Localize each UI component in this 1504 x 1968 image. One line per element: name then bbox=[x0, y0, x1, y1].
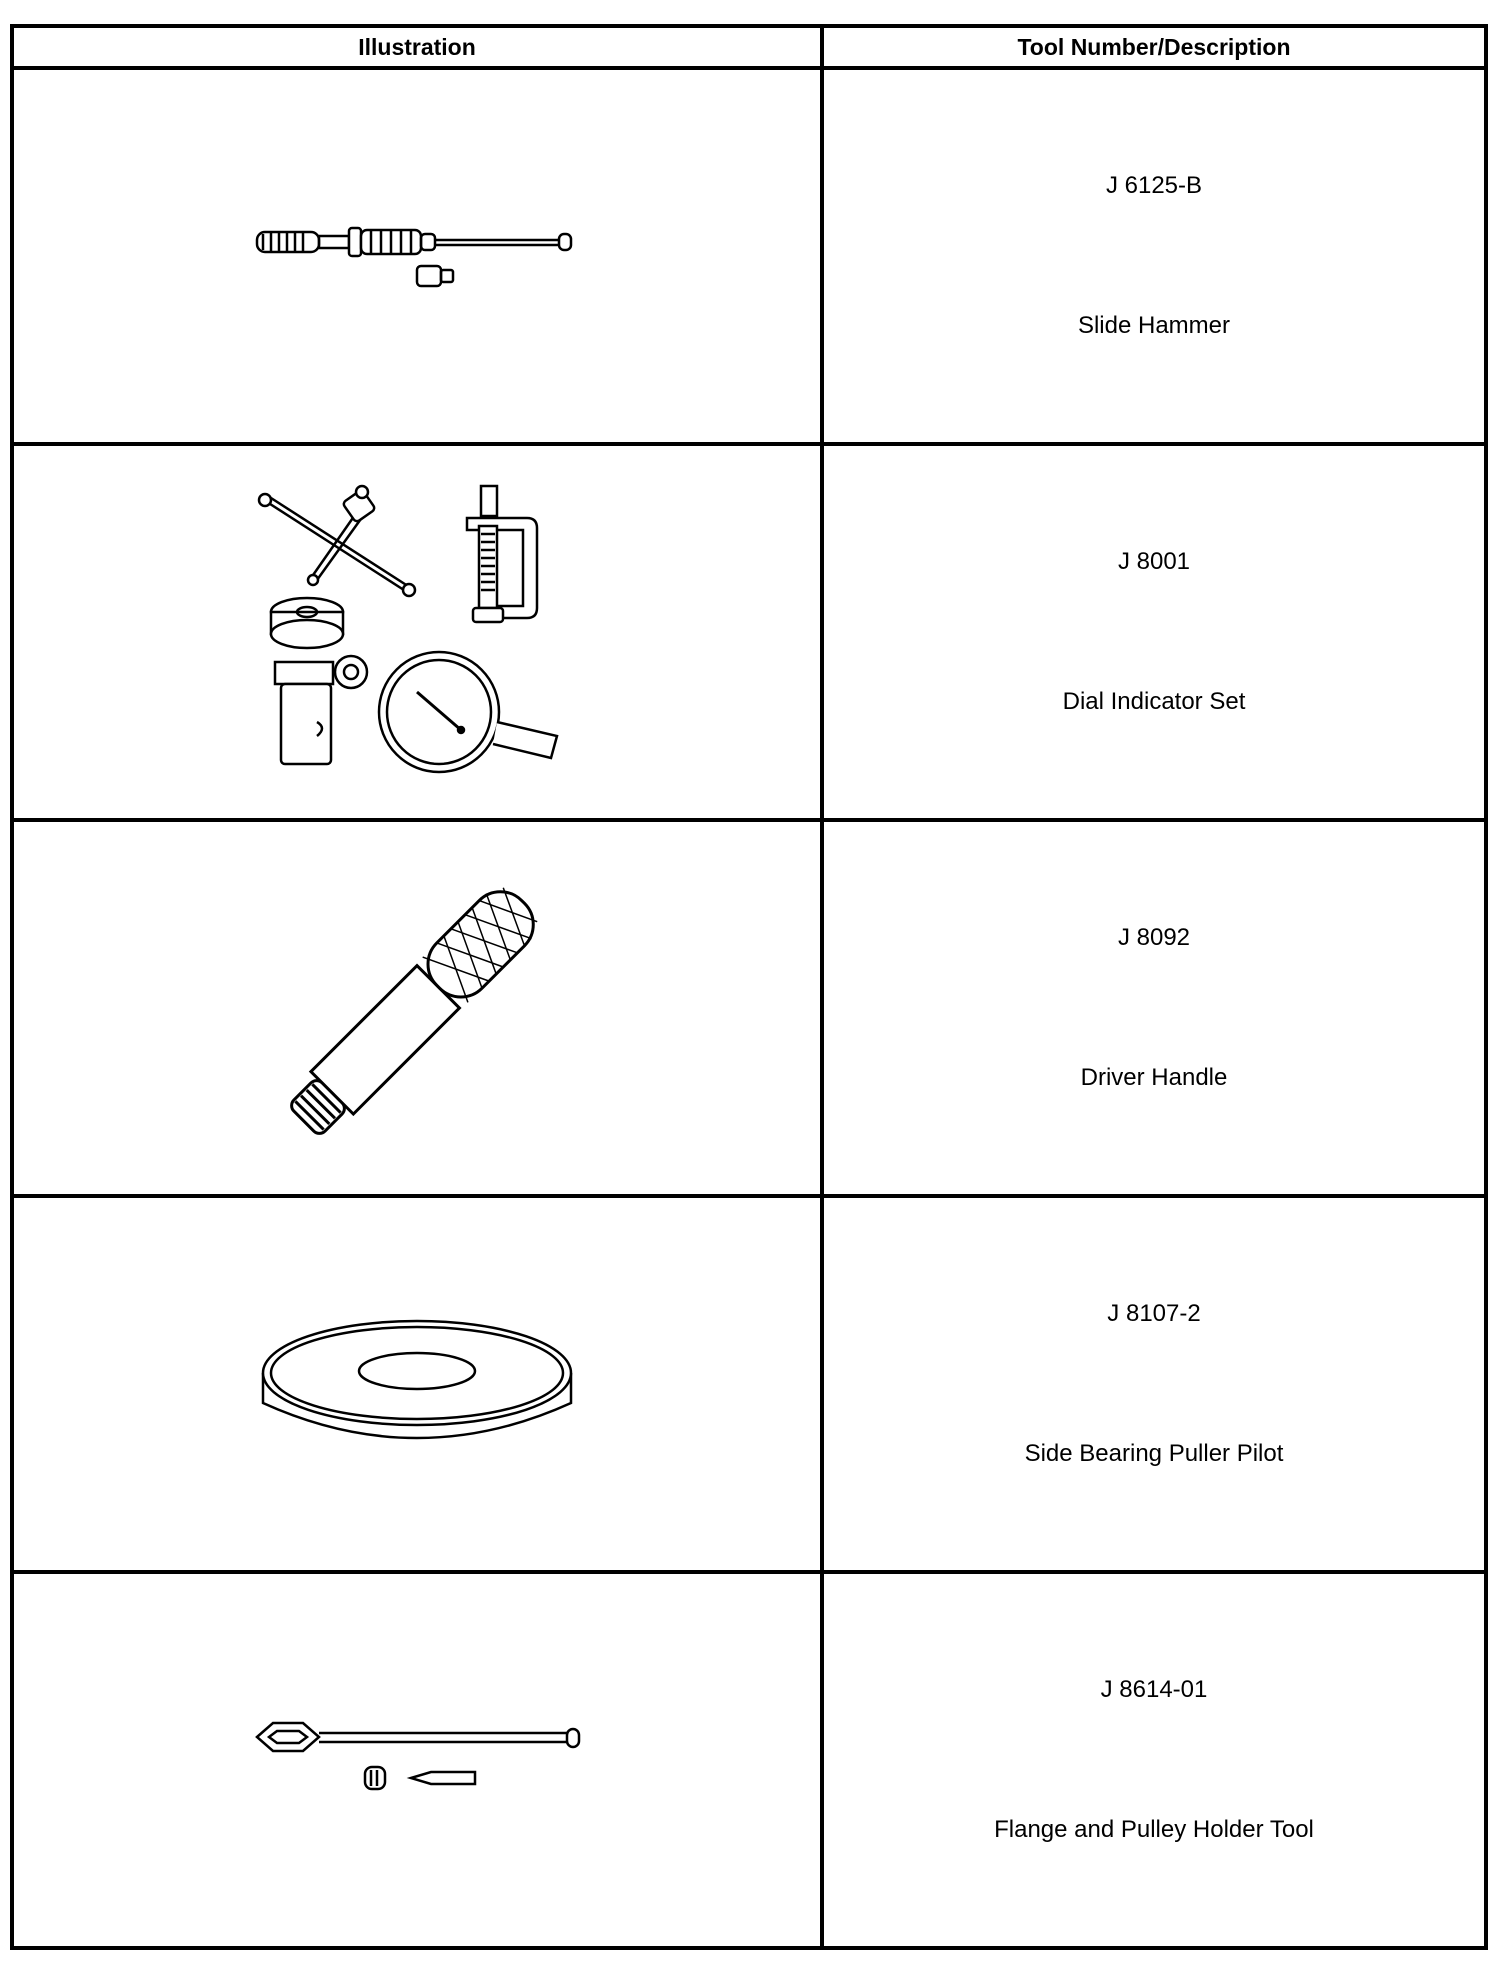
driver-handle-icon bbox=[257, 848, 577, 1168]
tool-description: Side Bearing Puller Pilot bbox=[1024, 1440, 1284, 1467]
tool-description: Dial Indicator Set bbox=[1062, 688, 1246, 715]
table-row bbox=[12, 444, 1486, 820]
description-cell bbox=[822, 820, 1486, 1196]
tool-description: Slide Hammer bbox=[1077, 312, 1231, 339]
tool-number: J 8092 bbox=[1117, 924, 1191, 951]
tool-number: J 6125-B bbox=[1105, 172, 1203, 199]
tool-number: J 8001 bbox=[1117, 548, 1191, 575]
illustration-cell bbox=[12, 1196, 822, 1572]
table-row bbox=[12, 1572, 1486, 1948]
tool-table bbox=[10, 24, 1488, 1950]
tool-description: Driver Handle bbox=[1080, 1064, 1228, 1091]
dial-indicator-set-icon bbox=[247, 482, 587, 782]
illustration-cell bbox=[12, 820, 822, 1196]
table-row bbox=[12, 68, 1486, 444]
table-row bbox=[12, 1196, 1486, 1572]
tool-number: J 8107-2 bbox=[1107, 1300, 1201, 1327]
illustration-cell bbox=[12, 444, 822, 820]
puller-pilot-icon bbox=[257, 1309, 577, 1459]
description-cell bbox=[822, 1196, 1486, 1572]
header-row bbox=[12, 26, 1486, 68]
description-cell bbox=[822, 444, 1486, 820]
description-cell bbox=[822, 68, 1486, 444]
table-row bbox=[12, 820, 1486, 1196]
header-illustration: Illustration bbox=[12, 26, 822, 68]
flange-holder-icon bbox=[247, 1715, 587, 1805]
description-cell bbox=[822, 1572, 1486, 1948]
illustration-cell bbox=[12, 68, 822, 444]
tool-number: J 8614-01 bbox=[1100, 1676, 1208, 1703]
header-tool-number-description: Tool Number/Description bbox=[822, 26, 1486, 68]
slide-hammer-icon bbox=[247, 216, 587, 296]
tool-description: Flange and Pulley Holder Tool bbox=[994, 1816, 1314, 1843]
illustration-cell bbox=[12, 1572, 822, 1948]
